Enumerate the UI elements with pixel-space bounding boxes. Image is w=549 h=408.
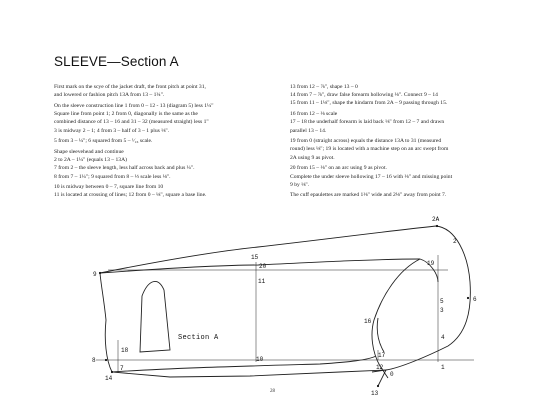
instruction-line: combined distance of 13 – 16 and 31 – 32 (measured straight) less 1" <box>54 119 209 126</box>
page-title: SLEEVE—Section A <box>54 54 179 69</box>
point-label-16: 16 <box>364 318 372 325</box>
point-2A-marker <box>436 225 438 227</box>
point-14-marker <box>111 371 113 373</box>
point-label-2: 2 <box>453 238 457 245</box>
point-label-10: 10 <box>256 356 264 363</box>
instruction-line: 9 by ⅛". <box>290 181 310 188</box>
point-8-marker <box>105 359 107 361</box>
elbow-hollow-shape <box>140 281 170 352</box>
point-label-7: 7 <box>120 365 124 372</box>
point-label-13: 13 <box>371 390 379 397</box>
point-label-1: 1 <box>441 364 445 371</box>
point-9-marker <box>99 272 101 274</box>
instruction-line: 5 from 3 – ¼"; 6 squared from 5 – ¹⁄₁₆ scale. <box>54 138 153 145</box>
instruction-line: 19 from 0 (straight across) equals the distance 13A to 31 (measured <box>290 138 442 145</box>
point-label-18: 18 <box>121 347 129 354</box>
instruction-line: The cuff epaulettes are marked 1⅛" wide and 2⅛" away from point 7. <box>290 192 447 199</box>
instruction-line: 13 from 12 – ⅞", shape 13 – 0 <box>290 84 358 90</box>
underhalf-hollow <box>377 318 384 352</box>
instruction-line: 20 from 15 – ⅛" on an arc using 9 as pivot. <box>290 165 387 172</box>
top-sleeve-outline <box>100 226 470 377</box>
point-label-14: 14 <box>105 375 113 382</box>
point-label-20: 20 <box>259 263 267 270</box>
instruction-line: 14 from 7 – ⅞", draw false forearm hollowing ⅛". Connect 9 – 14 <box>290 92 438 99</box>
instruction-line: 17 – 18 the underhalf forearm is laid back ⅛" from 12 – 7 and drawn <box>290 119 445 126</box>
point-label-5: 5 <box>440 298 444 305</box>
point-label-8: 8 <box>92 357 96 364</box>
instruction-line: 7 from 2 – the sleeve length, less half across back and plus ¼". <box>54 165 195 172</box>
hindarm-seam <box>100 259 438 282</box>
instruction-line: 8 from 7 – 1¼"; 9 squared from 8 – ⅓ scale less ⅛". <box>54 173 171 180</box>
instruction-line: On the sleeve construction line 1 from 0 – 12 - 13 (diagram 5) less 1¼" <box>54 102 214 109</box>
point-label-11: 11 <box>258 278 266 285</box>
point-label-19: 19 <box>427 260 435 267</box>
point-label-2A: 2A <box>432 216 440 223</box>
point-label-6: 6 <box>473 296 477 303</box>
point-label-0: 0 <box>390 371 394 378</box>
page-number: 28 <box>270 389 275 394</box>
instruction-line: Shape sleevehead and continue <box>54 148 124 155</box>
forearm-line <box>112 356 376 372</box>
instruction-line: and lowered or fashion pitch 13A from 13 – 1¼". <box>54 92 165 99</box>
point-label-15: 15 <box>251 254 259 261</box>
point-label-3: 3 <box>440 307 444 314</box>
instruction-line: 10 is midway between 0 – 7, square line from 10 <box>54 184 164 191</box>
instruction-line: round) less ⅛"; 19 is located with a machine step on an arc swept from <box>290 146 449 153</box>
point-6-marker <box>467 297 469 299</box>
instruction-line: 2A using 9 as pivot. <box>290 154 335 161</box>
instruction-line: 2 to 2A – 1¼" (equals 13 – 13A) <box>54 157 127 164</box>
instruction-line: Square line from point 1; 2 from 0, diagonally is the same as the <box>54 111 198 118</box>
instruction-line: parallel 13 – 14. <box>290 127 327 134</box>
instruction-line: 11 is located at crossing of lines; 12 from 0 – ⅛", square a base line. <box>54 192 207 199</box>
point-label-9: 9 <box>93 271 97 278</box>
section-label: Section A <box>178 334 219 342</box>
instruction-line: First mark on the scye of the jacket draft, the front pitch at point 31, <box>54 84 206 90</box>
point-label-12: 12 <box>376 364 384 371</box>
instruction-line: 15 from 11 – 1⅛", shape the hindarm from 2A – 9 passing through 15. <box>290 100 448 107</box>
instruction-line: 3 is midway 2 – 1; 4 from 3 – half of 3 – 1 plus ⅛". <box>54 127 170 134</box>
point-label-17: 17 <box>378 352 386 359</box>
instruction-line: Complete the under sleeve hollowing 17 – 16 with ⅛" and missing point <box>290 173 453 180</box>
point-label-4: 4 <box>441 334 445 341</box>
point-13-marker <box>377 385 379 387</box>
instruction-line: 16 from 12 – ⅛ scale <box>290 111 338 118</box>
